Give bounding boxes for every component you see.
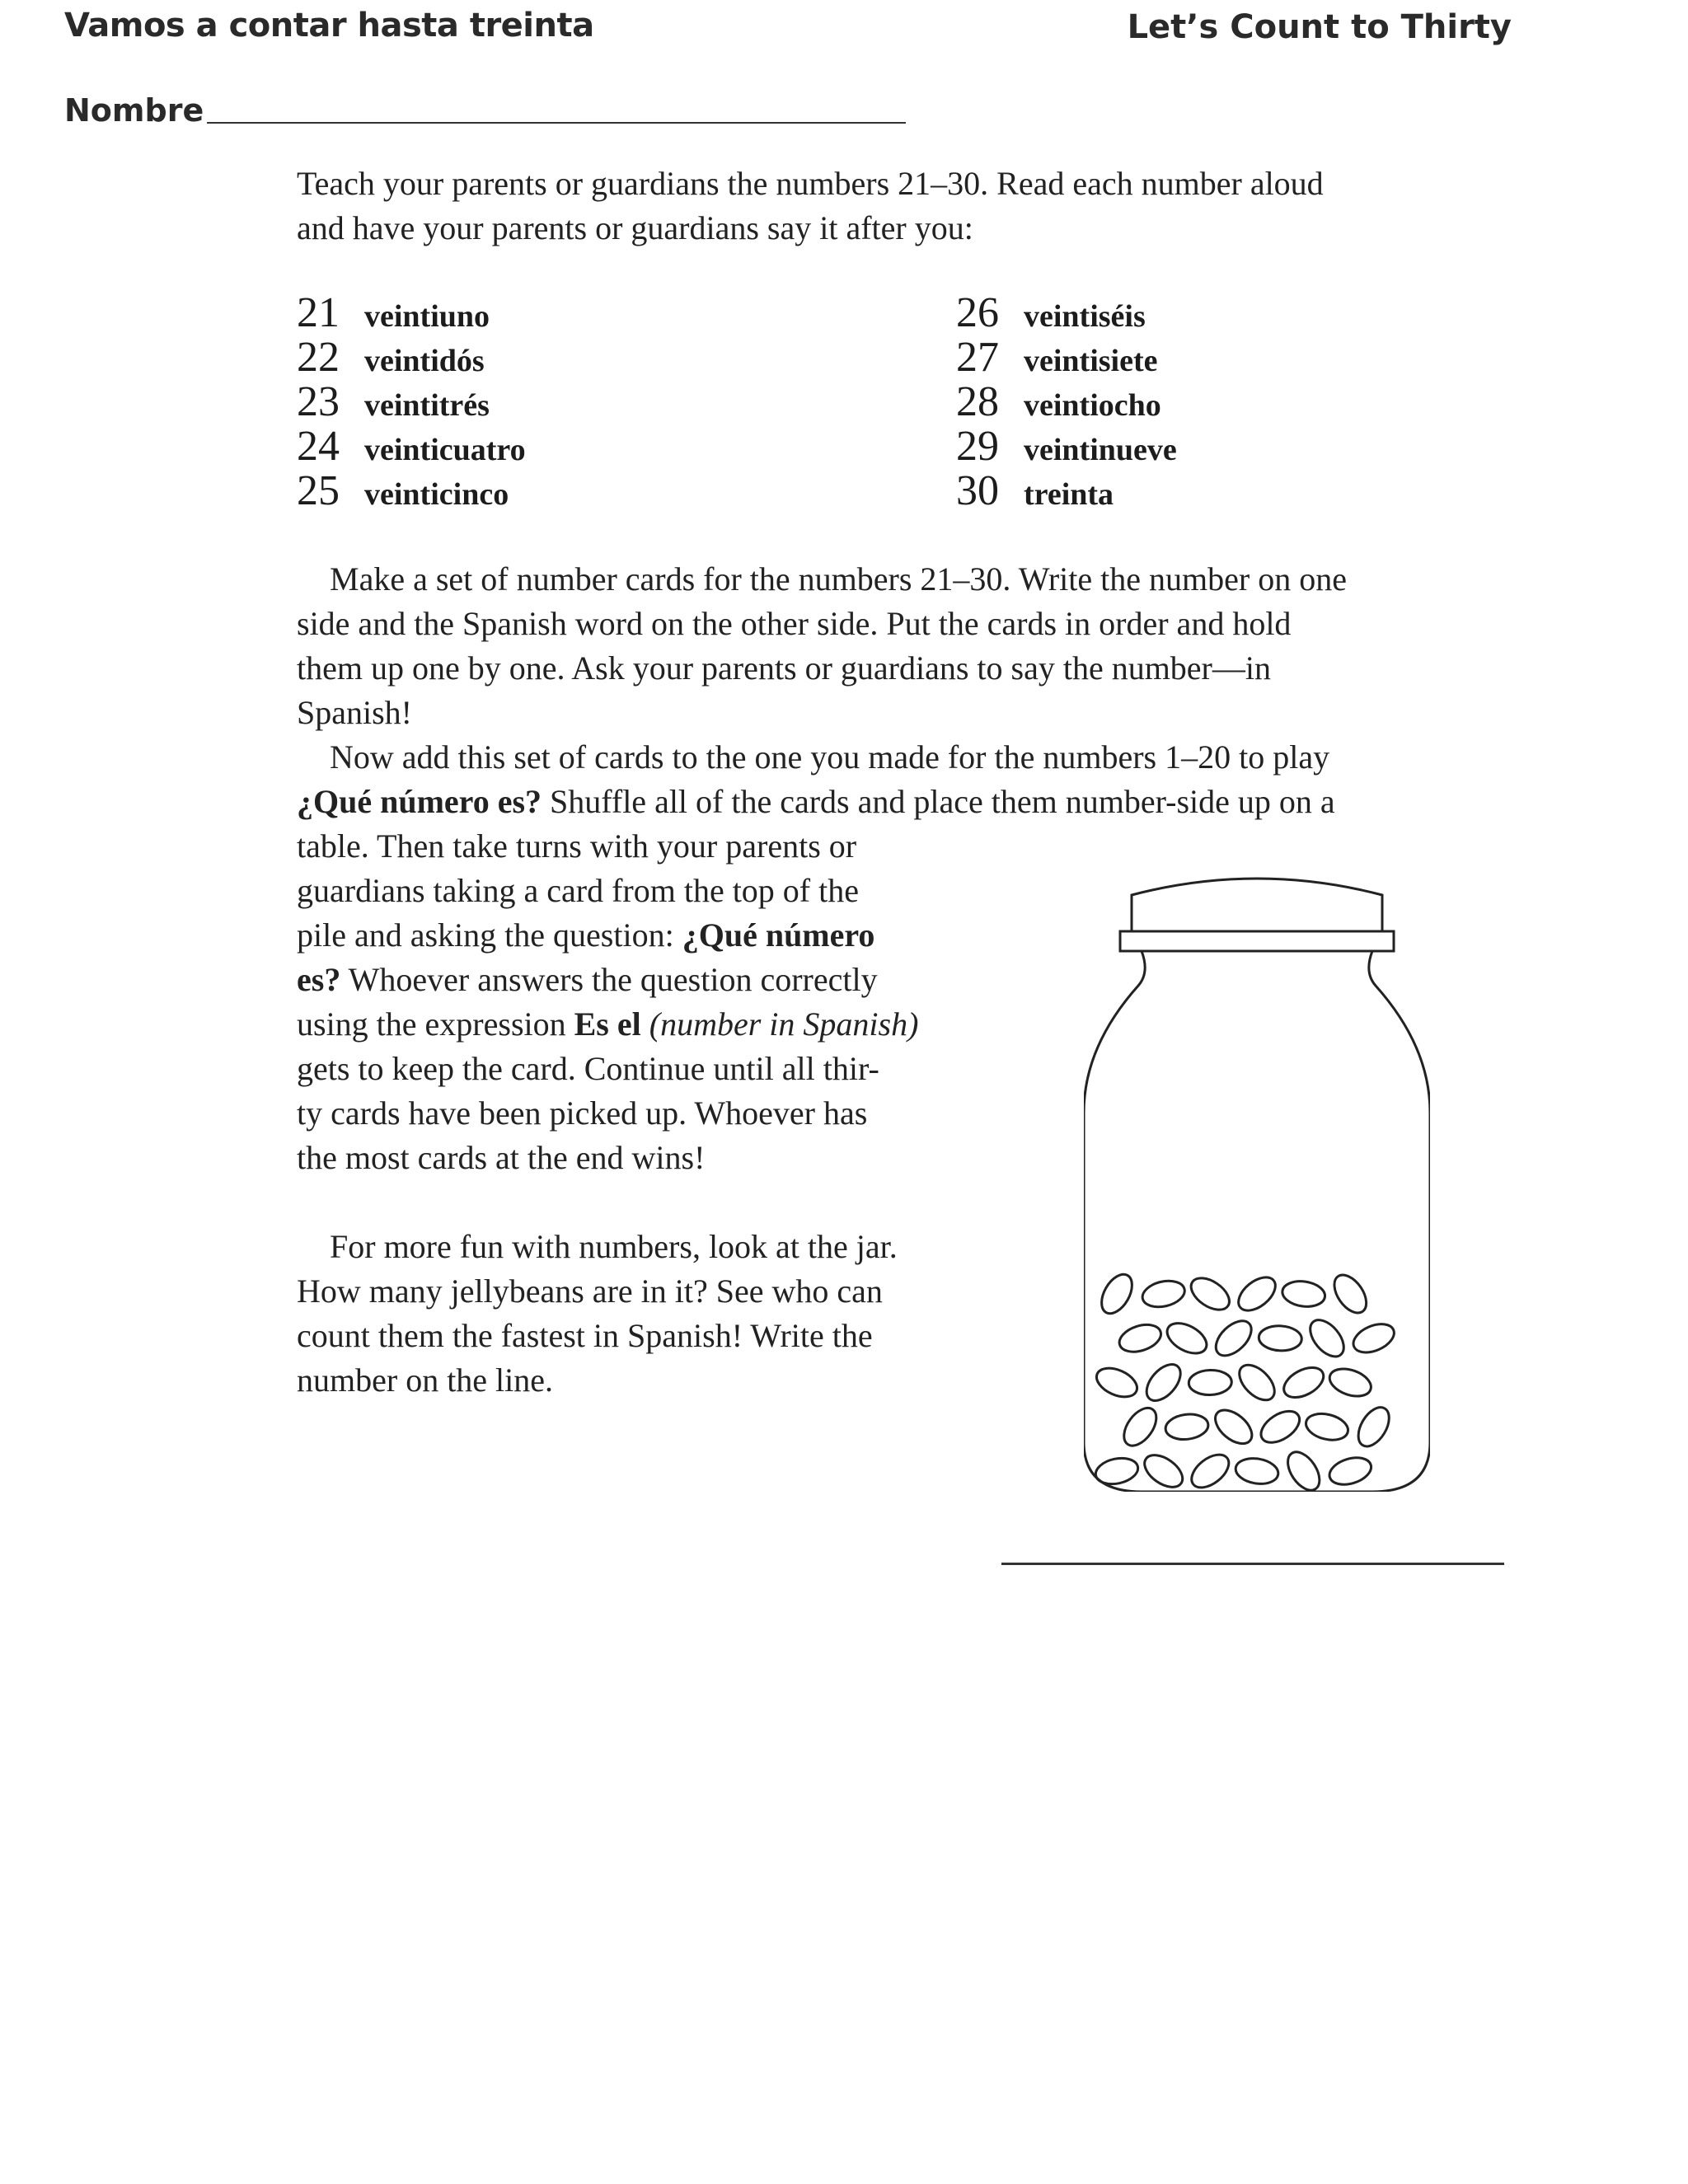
jellybean bbox=[1281, 1279, 1327, 1310]
cards-paragraph bbox=[297, 557, 1467, 735]
game-paragraph-rest bbox=[297, 824, 973, 1180]
game-line: table. Then take turns with your parents or bbox=[297, 827, 857, 865]
worksheet-title-english: Let’s Count to Thirty bbox=[1127, 8, 1512, 46]
worksheet-title-spanish: Vamos a contar hasta treinta bbox=[64, 7, 594, 45]
jellybean bbox=[1352, 1402, 1395, 1451]
number-word: veinticinco bbox=[364, 477, 509, 512]
jellybean bbox=[1162, 1317, 1212, 1359]
number-row bbox=[956, 288, 1177, 336]
number-row bbox=[297, 466, 526, 514]
number-digit: 21 bbox=[297, 289, 340, 336]
game-question-bold: ¿Qué número es? bbox=[297, 783, 542, 820]
number-digit: 22 bbox=[297, 334, 340, 381]
jellybean bbox=[1164, 1412, 1209, 1441]
jellybean bbox=[1326, 1364, 1375, 1401]
jellybean bbox=[1279, 1361, 1329, 1404]
number-row bbox=[956, 422, 1177, 470]
jellybean bbox=[1139, 1449, 1189, 1492]
number-word: veintiséis bbox=[1024, 299, 1146, 334]
jellybean bbox=[1234, 1455, 1280, 1487]
jellybean bbox=[1093, 1455, 1140, 1488]
jar-body bbox=[1084, 951, 1430, 1492]
jellybean bbox=[1349, 1319, 1399, 1358]
jellybean bbox=[1209, 1404, 1258, 1450]
jellybean bbox=[1189, 1370, 1232, 1396]
jellybean bbox=[1140, 1358, 1187, 1407]
number-word: veintidós bbox=[364, 344, 485, 378]
jellybean bbox=[1304, 1314, 1350, 1362]
cards-line: them up one by one. Ask your parents or guardians to say the number—in bbox=[297, 649, 1271, 687]
jellybean bbox=[1095, 1269, 1138, 1319]
jellybean bbox=[1233, 1359, 1281, 1407]
intro-line: and have your parents or guardians say it after you: bbox=[297, 209, 973, 246]
number-list-right bbox=[956, 288, 1177, 514]
number-row bbox=[956, 377, 1177, 425]
number-list-left bbox=[297, 288, 526, 514]
number-word: veintiuno bbox=[364, 299, 490, 334]
number-digit: 27 bbox=[956, 334, 999, 381]
jellybean bbox=[1118, 1402, 1163, 1451]
jellybean bbox=[1092, 1362, 1142, 1403]
number-row bbox=[297, 333, 526, 381]
number-row bbox=[956, 466, 1177, 514]
jar-line: For more fun with numbers, look at the jar. bbox=[330, 1228, 898, 1265]
number-digit: 28 bbox=[956, 378, 999, 425]
number-digit: 25 bbox=[297, 467, 340, 514]
game-line: Shuffle all of the cards and place them number-side up on a bbox=[542, 783, 1335, 820]
number-digit: 30 bbox=[956, 467, 999, 514]
game-line: gets to keep the card. Continue until all thir- bbox=[297, 1050, 879, 1087]
jellybean bbox=[1186, 1448, 1235, 1492]
jellybean bbox=[1210, 1315, 1258, 1362]
jellybean bbox=[1328, 1269, 1372, 1319]
number-digit: 23 bbox=[297, 378, 340, 425]
jellybean bbox=[1255, 1405, 1305, 1449]
name-write-line[interactable] bbox=[207, 122, 906, 124]
number-digit: 26 bbox=[956, 289, 999, 336]
jar-line: How many jellybeans are in it? See who can bbox=[297, 1272, 883, 1310]
number-row bbox=[297, 288, 526, 336]
game-line: ty cards have been picked up. Whoever has bbox=[297, 1094, 868, 1132]
jellybean bbox=[1185, 1272, 1235, 1316]
game-line: pile and asking the question: bbox=[297, 916, 682, 954]
jellybean bbox=[1116, 1319, 1165, 1357]
name-label: Nombre bbox=[64, 92, 204, 129]
game-line: guardians taking a card from the top of the bbox=[297, 872, 859, 909]
expression-bold: Es el bbox=[574, 1005, 641, 1043]
game-question-bold: es? bbox=[297, 961, 341, 998]
number-row bbox=[297, 377, 526, 425]
jellybean bbox=[1259, 1324, 1302, 1352]
cards-line: Spanish! bbox=[297, 694, 412, 731]
jellybean bbox=[1140, 1277, 1187, 1311]
number-digit: 24 bbox=[297, 423, 340, 470]
number-digit: 29 bbox=[956, 423, 999, 470]
jellybean-jar-icon bbox=[1084, 865, 1430, 1492]
game-line: using the expression bbox=[297, 1005, 574, 1043]
expression-italic: (number in Spanish) bbox=[649, 1005, 919, 1043]
number-word: veintiocho bbox=[1024, 388, 1161, 423]
number-word: treinta bbox=[1024, 477, 1114, 512]
intro-paragraph bbox=[297, 162, 1467, 251]
jellybean bbox=[1326, 1453, 1374, 1489]
game-question-bold: ¿Qué número bbox=[682, 916, 875, 954]
game-line: Whoever answers the question correctly bbox=[340, 961, 878, 998]
jellybean bbox=[1282, 1446, 1326, 1492]
name-field bbox=[64, 92, 906, 129]
jar-line: number on the line. bbox=[297, 1361, 554, 1399]
number-word: veintisiete bbox=[1024, 344, 1158, 378]
jellybean bbox=[1303, 1409, 1351, 1444]
game-line: Now add this set of cards to the one you made for the numbers 1–20 to play bbox=[330, 738, 1330, 776]
number-row bbox=[297, 422, 526, 470]
number-word: veintinueve bbox=[1024, 433, 1177, 467]
jellybeans bbox=[1092, 1269, 1398, 1492]
game-paragraph-top bbox=[297, 735, 1467, 824]
jar-line: count them the fastest in Spanish! Write the bbox=[297, 1317, 873, 1354]
jar-paragraph bbox=[297, 1225, 973, 1403]
jar-lid-rim bbox=[1120, 931, 1394, 951]
cards-line: Make a set of number cards for the numbers 21–30. Write the number on one bbox=[330, 560, 1347, 598]
intro-line: Teach your parents or guardians the numbers 21–30. Read each number aloud bbox=[297, 165, 1324, 202]
cards-line: side and the Spanish word on the other side. Put the cards in order and hold bbox=[297, 605, 1292, 642]
jellybean bbox=[1232, 1271, 1281, 1317]
answer-write-line[interactable] bbox=[1001, 1563, 1504, 1565]
number-row bbox=[956, 333, 1177, 381]
number-word: veinticuatro bbox=[364, 433, 526, 467]
number-word: veintitrés bbox=[364, 388, 490, 423]
game-line: the most cards at the end wins! bbox=[297, 1139, 706, 1176]
jar-lid bbox=[1132, 879, 1382, 931]
